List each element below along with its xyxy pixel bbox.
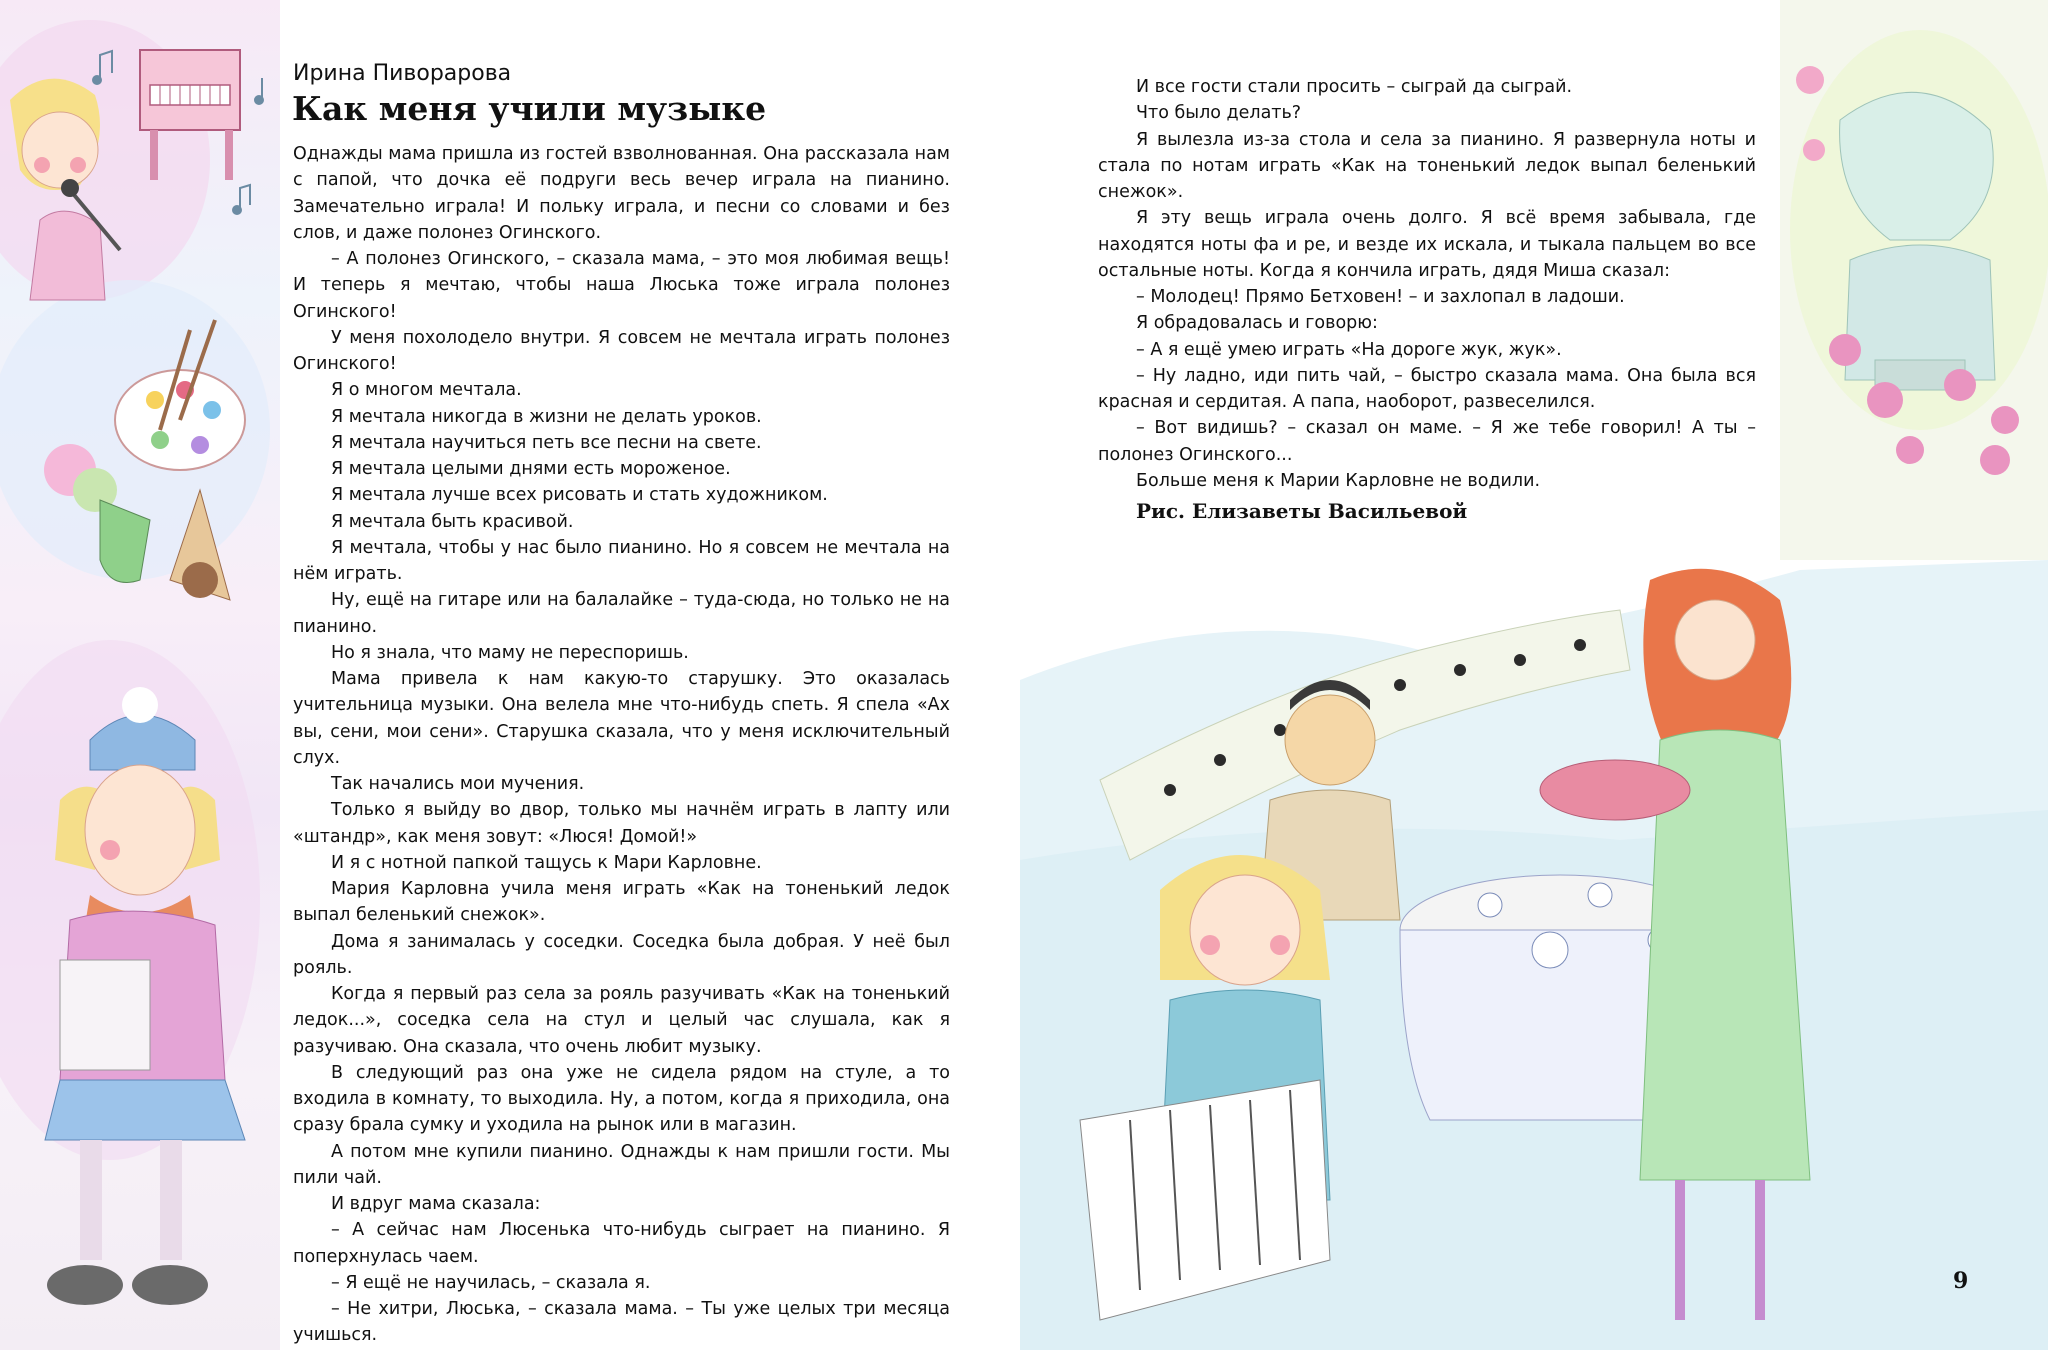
paragraph: И все гости стали просить – сыграй да сыграй. xyxy=(1136,77,1573,97)
paragraph: Ну, ещё на гитаре или на балалайке – туда-сюда, но только не на пианино. xyxy=(293,590,950,637)
paragraph: Я мечтала целыми днями есть мороженое. xyxy=(331,459,731,479)
left-text-column xyxy=(293,141,950,1349)
paragraph: Однажды мама пришла из гостей взволнованная. Она рассказала нам с папой, что дочка её подруги весь вечер играла на пианино. Замечательно играла! И польку играла, и песни со словами и без слов, и даже полонез Огинского. xyxy=(293,144,950,243)
paragraph: – А я ещё умею играть «На дороге жук, жук». xyxy=(1136,339,1562,360)
paragraph: Я о многом мечтала. xyxy=(331,380,522,401)
paragraph: Но я знала, что маму не переспоришь. xyxy=(331,642,689,663)
paragraph: Дома я занималась у соседки. Соседка была добрая. У неё был рояль. xyxy=(293,931,950,978)
illustration-credit: Рис. Елизаветы Васильевой xyxy=(1136,499,1468,523)
author-name: Ирина Пиворарова xyxy=(293,61,512,86)
paragraph: Когда я первый раз села за рояль разучивать «Как на тоненький ледок...», соседка села на стул и целый час слушала, как я разучиваю. Она сказала, что очень любит музыку. xyxy=(293,984,950,1057)
left-illustration-strip xyxy=(0,0,280,1350)
paragraph: Я мечтала быть красивой. xyxy=(331,511,574,532)
paragraph: Что было делать? xyxy=(1136,103,1302,124)
paragraph: Больше меня к Марии Карловне не водили. xyxy=(1136,470,1541,491)
paragraph: Мама привела к нам какую-то старушку. Это оказалась учительница музыки. Она велела мне что-нибудь спеть. Я спела «Ах вы, сени, мои сени». Старушка сказала, что у меня исключительный слух. xyxy=(293,669,950,768)
paragraph: Мария Карловна учила меня играть «Как на тоненький ледок выпал беленький снежок». xyxy=(293,879,950,926)
paragraph: В следующий раз она уже не сидела рядом на стуле, а то входила в комнату, то выходила. Ну, а потом, когда я приходила, она сразу брала сумку и уходила на рынок или в магазин. xyxy=(293,1062,950,1136)
paragraph: И я с нотной папкой тащусь к Мари Карловне. xyxy=(331,852,762,873)
beethoven-bust-drawing xyxy=(1780,0,2048,560)
paragraph: Я мечтала научиться петь все песни на свете. xyxy=(331,432,762,453)
paragraph: – А сейчас нам Люсенька что-нибудь сыграет на пианино. Я поперхнулась чаем. xyxy=(293,1220,950,1267)
story-title: Как меня учили музыке xyxy=(292,89,767,128)
page-number: 9 xyxy=(1953,1268,1969,1294)
paragraph: Только я выйду во двор, только мы начнём играть в лапту или «штандр», как меня зовут: «Люся! Домой!» xyxy=(293,800,950,847)
paragraph: Я обрадовалась и говорю: xyxy=(1136,313,1378,334)
corner-illustration xyxy=(1780,0,2048,560)
paragraph: – А полонез Огинского, – сказала мама, – это моя любимая вещь! И теперь я мечтаю, чтобы наша Люська тоже играла полонез Огинского! xyxy=(293,249,950,322)
paragraph: А потом мне купили пианино. Однажды к нам пришли гости. Мы пили чай. xyxy=(293,1141,950,1188)
paragraph: Я вылезла из-за стола и села за пианино. Я развернула ноты и стала по нотам играть «Как на тоненький ледок выпал беленький снежок». xyxy=(1098,129,1756,202)
right-text-column xyxy=(1098,74,1756,494)
paragraph: – Ну ладно, иди пить чай, – быстро сказала мама. Она была вся красная и сердитая. А папа, наоборот, развеселился. xyxy=(1098,365,1756,412)
paragraph: Я эту вещь играла очень долго. Я всё время забывала, где находятся ноты фа и ре, и везде их искала, и тыкала пальцем во все остальные ноты. Когда я кончила играть, дядя Миша сказал: xyxy=(1098,208,1756,281)
paragraph: – Не хитри, Люська, – сказала мама. – Ты уже целых три месяца учишься. xyxy=(293,1299,950,1346)
paragraph: Я мечтала никогда в жизни не делать уроков. xyxy=(331,406,762,427)
piano-scene-drawing xyxy=(1020,560,2048,1350)
left-strip-drawing xyxy=(0,0,280,1350)
paragraph: Так начались мои мучения. xyxy=(331,774,585,794)
paragraph: – Молодец! Прямо Бетховен! – и захлопал в ладоши. xyxy=(1136,287,1625,307)
paragraph: Я мечтала, чтобы у нас было пианино. Но я совсем не мечтала на нём играть. xyxy=(293,537,950,584)
piano-scene-illustration xyxy=(1020,560,2048,1350)
paragraph: Я мечтала лучше всех рисовать и стать художником. xyxy=(331,485,828,506)
paragraph: У меня похолодело внутри. Я совсем не мечтала играть полонез Огинского! xyxy=(293,327,950,374)
paragraph: – Я ещё не научилась, – сказала я. xyxy=(331,1272,651,1293)
paragraph: И вдруг мама сказала: xyxy=(331,1194,541,1214)
paragraph: – Вот видишь? – сказал он маме. – Я же тебе говорил! А ты – полонез Огинского... xyxy=(1098,418,1756,465)
